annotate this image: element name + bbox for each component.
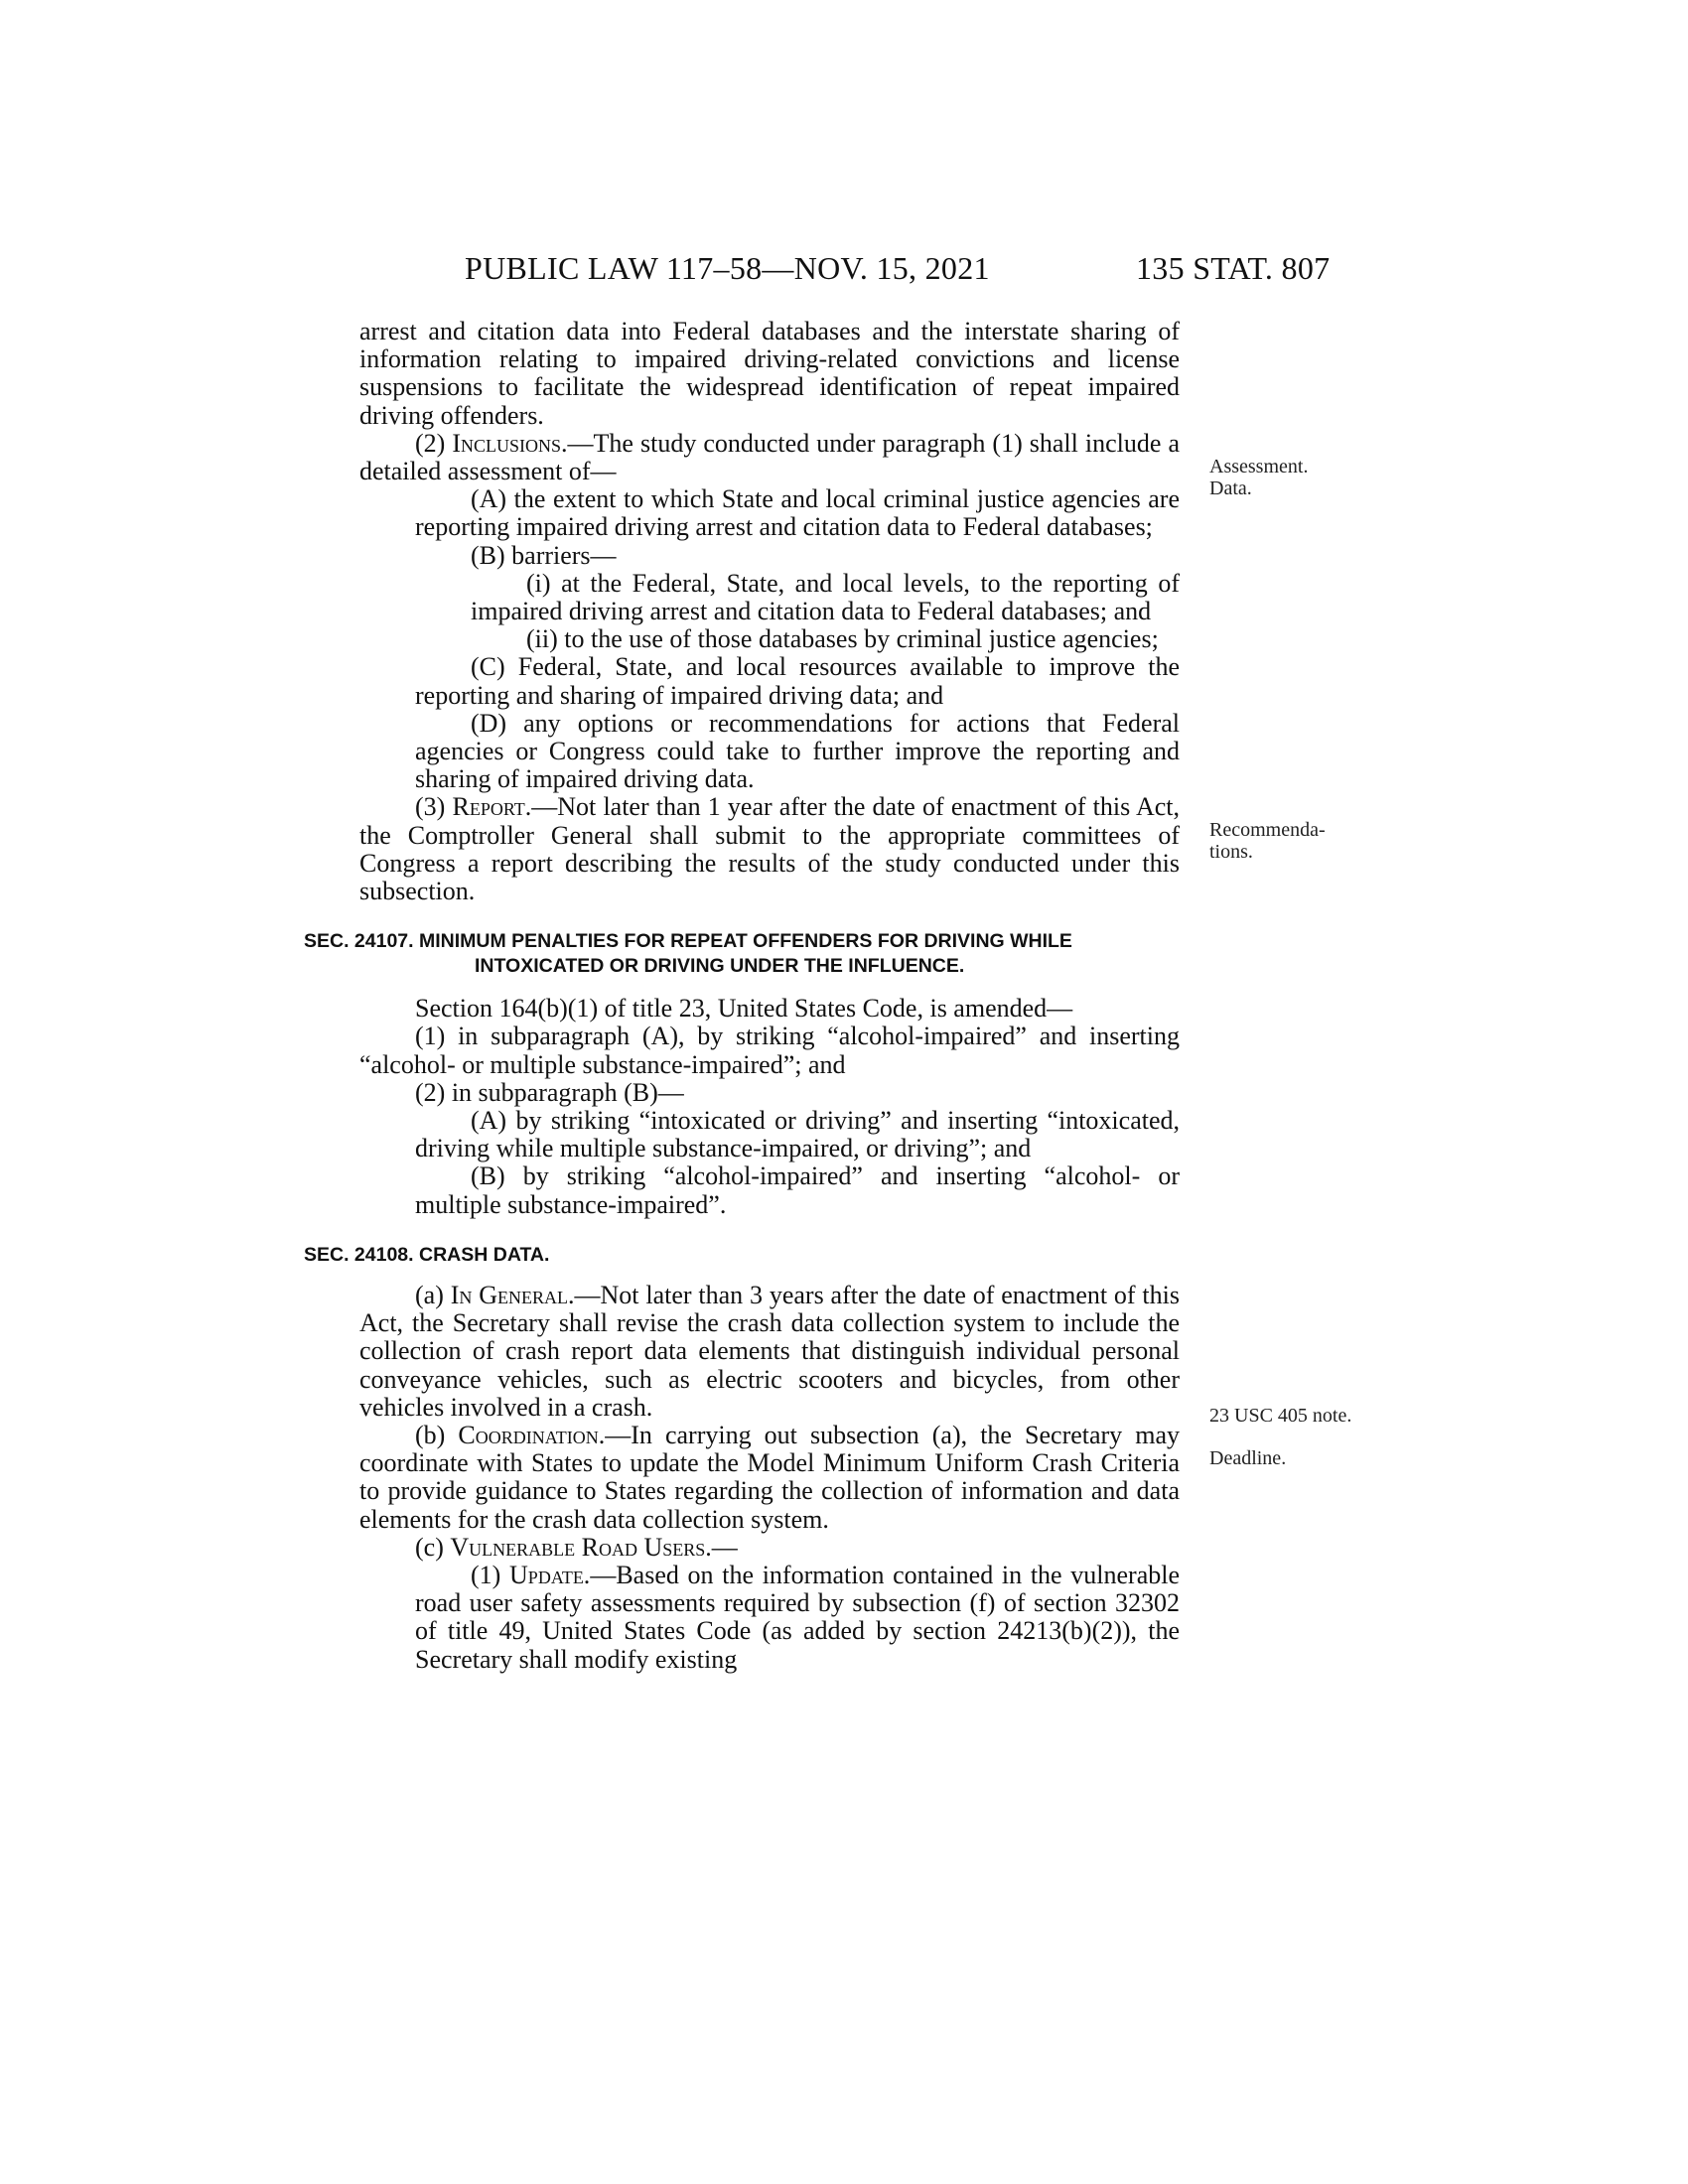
paragraph-2-inclusions <box>359 430 1180 485</box>
subsection-text: —In carrying out subsection (a), the Secretary may coordinate with States to update the Model Minimum Uniform Crash Criteria to provide guidance to States regarding the collection of information and data elements for the crash data collection system. <box>359 1420 1181 1534</box>
subsection-a <box>359 1282 1180 1422</box>
subparagraph-b: (B) barriers— <box>471 540 617 570</box>
subparagraph-d: (D) any options or recommendations for actions that Federal agencies or Congress could take to further improve the reporting and sharing of impaired driving data. <box>415 708 1180 794</box>
page-header <box>0 250 1688 290</box>
subsection-c <box>359 1534 1180 1562</box>
paragraph-heading: Inclusions. <box>452 428 568 458</box>
paragraph-text: —Not later than 1 year after the date of enactment of this Act, the Comptroller General shall submit to the appropriate committees of Congress a report describing the results of the study conducted under this subsection. <box>359 792 1180 906</box>
margin-note-assessment: Assessment. <box>1209 456 1309 478</box>
paragraph-number: (3) <box>415 792 446 822</box>
paragraph-number: (2) <box>415 428 446 458</box>
amendment-1: (1) in subparagraph (A), by striking “alcohol-impaired” and inserting “alcohol- or multiple substance-impaired”; and <box>359 1022 1180 1079</box>
paragraph-c1-update <box>415 1562 1180 1674</box>
subsection-heading: Coordination. <box>458 1420 606 1449</box>
amendment-2: (2) in subparagraph (B)— <box>415 1077 684 1107</box>
margin-note-data: Data. <box>1209 478 1252 499</box>
paragraph-continuation: arrest and citation data into Federal databases and the interstate sharing of information relating to impaired driving-related convictions and license suspensions to facilitate the widespread identification of repeat impaired driving offenders. <box>359 317 1180 430</box>
paragraph-text: —Based on the information contained in the vulnerable road user safety assessments required by subsection (f) of section 32302 of title 49, United States Code (as added by section 24213(b)(2)), the Secretary shall modify existing <box>415 1560 1181 1674</box>
body-text <box>304 317 1181 1674</box>
amendment-2a: (A) by striking “intoxicated or driving” and inserting “intoxicated, driving while multiple substance-impaired, or driving”; and <box>415 1106 1180 1163</box>
paragraph-text: —The study conducted under paragraph (1) shall include a detailed assessment of— <box>359 428 1180 486</box>
clause-i: (i) at the Federal, State, and local levels, to the reporting of impaired driving arrest and citation data to Federal databases; and <box>471 568 1180 626</box>
section-heading-24107: SEC. 24107. MINIMUM PENALTIES FOR REPEAT OFFENDERS FOR DRIVING WHILE INTOXICATED OR DRIVING UNDER THE INFLUENCE. <box>304 930 1072 978</box>
section-24107-intro: Section 164(b)(1) of title 23, United States Code, is amended— <box>415 994 1073 1024</box>
margin-note-usc: 23 USC 405 note. <box>1209 1405 1352 1427</box>
subsection-text: —Not later than 3 years after the date of enactment of this Act, the Secretary shall revise the crash data collection system to include the collection of crash report data elements that distinguish individual personal conveyance vehicles, such as electric scooters and bicycles, from other vehicles involved in a crash. <box>359 1280 1181 1422</box>
subsection-b <box>359 1422 1180 1534</box>
subsection-number: (c) <box>415 1532 444 1562</box>
subsection-heading: Vulnerable Road Users. <box>450 1532 712 1562</box>
margin-note-deadline: Deadline. <box>1209 1447 1287 1469</box>
subsection-number: (b) <box>415 1420 446 1449</box>
subsection-text: — <box>711 1532 738 1562</box>
amendment-2b: (B) by striking “alcohol-impaired” and inserting “alcohol- or multiple substance-impaired”. <box>415 1161 1180 1219</box>
section-heading-24108: SEC. 24108. CRASH DATA. <box>304 1243 550 1266</box>
paragraph-heading: Update. <box>509 1560 591 1589</box>
margin-note-recommendations-2: tions. <box>1209 841 1253 863</box>
subsection-heading: In General. <box>450 1280 575 1309</box>
header-page-number: 135 STAT. 807 <box>1136 250 1331 286</box>
paragraph-heading: Report. <box>452 792 532 822</box>
subparagraph-a: (A) the extent to which State and local criminal justice agencies are reporting impaired driving arrest and citation data to Federal databases; <box>415 484 1180 542</box>
paragraph-number: (1) <box>471 1560 501 1589</box>
paragraph-3-report <box>359 793 1180 905</box>
margin-note-recommendations-1: Recommenda- <box>1209 819 1326 841</box>
subsection-number: (a) <box>415 1280 444 1309</box>
subparagraph-c: (C) Federal, State, and local resources available to improve the reporting and sharing of impaired driving data; and <box>415 652 1180 710</box>
header-title: PUBLIC LAW 117–58—NOV. 15, 2021 <box>465 250 990 286</box>
clause-ii: (ii) to the use of those databases by criminal justice agencies; <box>526 624 1159 654</box>
